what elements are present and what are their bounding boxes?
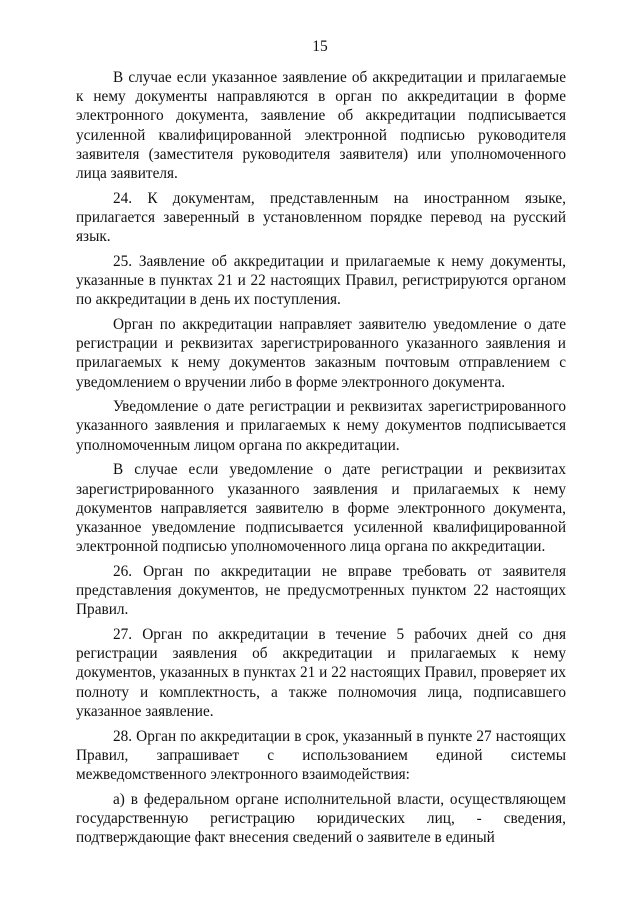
paragraph-25: 25. Заявление об аккредитации и прилагаемые к нему документы, указанные в пунктах 21 и 22 настоящих Правил, регистрируются органом по аккредитации в день их поступления.: [76, 252, 566, 309]
paragraph-electronic-submission: В случае если указанное заявление об аккредитации и прилагаемые к нему документы направляются в орган по аккредитации в форме электронного документа, заявление об аккредитации подписывается усиленной квалифицированной электронной подписью руководителя заявителя (заместителя руководителя заявителя) или уполномоченного лица заявителя.: [76, 69, 566, 183]
paragraph-28-a: а) в федеральном органе исполнительной власти, осуществляющем государственную регистрацию юридических лиц, - сведения, подтверждающие факт внесения сведений о заявителе в единый: [76, 790, 566, 847]
document-body: [76, 68, 566, 853]
paragraph-electronic-notification: В случае если уведомление о дате регистрации и реквизитах зарегистрированного указанного заявления и прилагаемых к нему документов направляется заявителю в форме электронного документа, указанное уведомление подписывается усиленной квалифицированной электронной подписью уполномоченного лица органа по аккредитации.: [76, 461, 566, 556]
paragraph-28: 28. Орган по аккредитации в срок, указанный в пункте 27 настоящих Правил, запрашивает с использованием единой системы межведомственного электронного взаимодействия:: [76, 727, 566, 783]
paragraph-notification: Орган по аккредитации направляет заявителю уведомление о дате регистрации и реквизитах зарегистрированного указанного заявления и прилагаемых к нему документов заказным почтовым отправлением с уведомлением о вручении либо в форме электронного документа.: [76, 315, 566, 391]
paragraph-26: 26. Орган по аккредитации не вправе требовать от заявителя представления документов, не предусмотренных пунктом 22 настоящих Правил.: [76, 562, 566, 619]
paragraph-27: 27. Орган по аккредитации в течение 5 рабочих дней со дня регистрации заявления об аккредитации и прилагаемых к нему документов, указанных в пунктах 21 и 22 настоящих Правил, проверяет их полноту и комплектность, а также полномочия лица, подписавшего указанное заявление.: [76, 625, 566, 720]
page-number: 15: [312, 38, 328, 55]
paragraph-24: 24. К документам, представленным на иностранном языке, прилагается заверенный в установленном порядке перевод на русский язык.: [76, 189, 566, 246]
paragraph-notification-signature: Уведомление о дате регистрации и реквизитах зарегистрированного указанного заявления и прилагаемых к нему документов подписывается уполномоченным лицом органа по аккредитации.: [76, 398, 566, 454]
